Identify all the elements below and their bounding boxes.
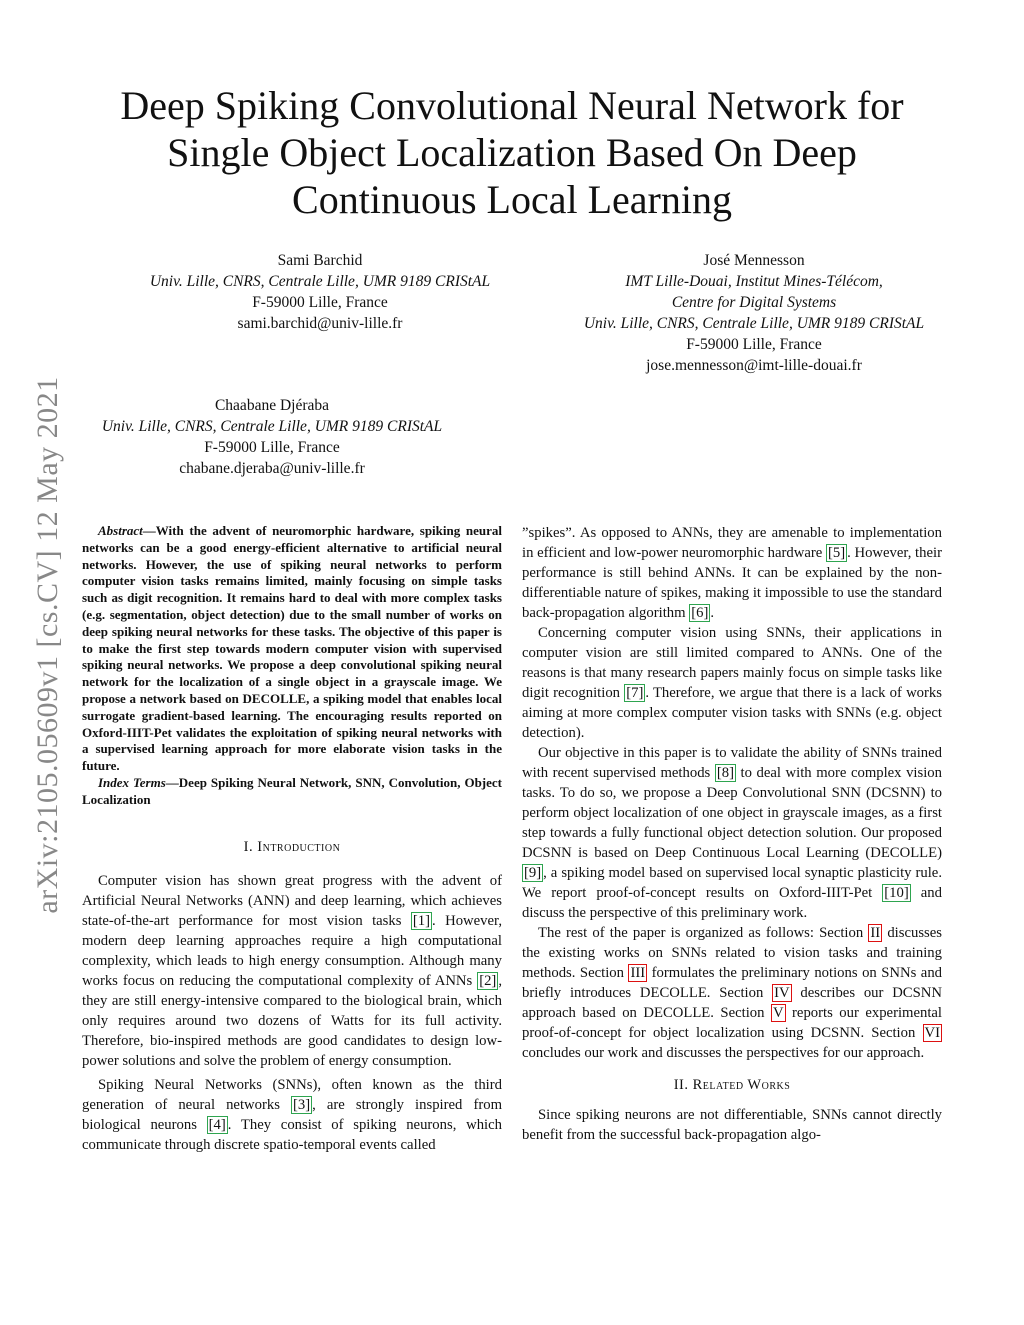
citation-link[interactable]: [5] [827, 545, 846, 561]
author-address: F-59000 Lille, France [686, 336, 822, 353]
author-affiliation: Univ. Lille, CNRS, Centrale Lille, UMR 9189 CRIStAL [149, 273, 491, 290]
section-heading-related-works: II. Related Works [673, 1077, 791, 1093]
citation-link[interactable]: [3] [293, 1096, 311, 1113]
author-address: F-59000 Lille, France [252, 294, 388, 311]
paragraph: Concerning computer vision using SNNs, their applications in computer vision are still limited compared to ANNs. One of the reasons is that many research papers mainly focus on simple tasks like digit recognition [7] . Therefore, we argue that there is a lack of works aiming at more complex computer vision tasks with SNNs (e.g. object detection). [522, 625, 942, 741]
abstract: Abstract—With the advent of neuromorphic hardware, spiking neural networks can be a good energy-efficient alternative to artificial neural networks. However, the use of spiking neural networks to perform computer vision tasks remains limited, mainly focusing on simple tasks such as digit recognition. It remains hard to deal with more complex tasks (e.g. segmentation, object detection) due to the small number of works on deep spiking neural networks for these tasks. The objective of this paper is to make the first step towards modern computer vision with supervised spiking neural networks. We propose a deep convolutional spiking neural network for the localization of a single object in a grayscale image. We propose a network based on DECOLLE, a spiking model that enables local surrogate gradient-based learning. The encouraging results reported on Oxford-IIIT-Pet validates the exploitation of spiking neural networks with a supervised learning approach for more elaborate vision tasks in the future. [82, 523, 502, 774]
right-column [522, 523, 942, 1145]
paragraph: Spiking Neural Networks (SNNs), often known as the third generation of neural networks [3] , are strongly inspired from biological neurons [4] . They consist of spiking neurons, which communicate through discrete spatio-temporal events called [82, 1076, 502, 1153]
title-line: Deep Spiking Convolutional Neural Network for [120, 83, 904, 128]
citation-link[interactable]: [9] [524, 865, 542, 881]
index-terms: Index Terms—Deep Spiking Neural Network, SNN, Convolution, Object Localization [82, 774, 502, 807]
left-column [82, 523, 502, 1155]
author-affiliation: Univ. Lille, CNRS, Centrale Lille, UMR 9189 CRIStAL [101, 418, 443, 435]
section-heading-introduction: I. Introduction [243, 838, 341, 855]
citation-link[interactable]: [7] [626, 685, 644, 701]
author-block-1 [120, 250, 520, 334]
author-block-2 [554, 250, 954, 376]
section-link[interactable]: VI [924, 1025, 940, 1041]
arxiv-identifier: arXiv:2105.05609v1 [cs.CV] 12 May 2021 [31, 376, 64, 914]
citation-link[interactable]: [1] [412, 912, 431, 929]
citation-link[interactable]: [2] [479, 972, 497, 989]
author-email: sami.barchid@univ-lille.fr [237, 315, 403, 332]
paper-title [80, 82, 944, 223]
author-email: chabane.djeraba@univ-lille.fr [179, 460, 365, 477]
author-email: jose.mennesson@imt-lille-douai.fr [646, 357, 862, 374]
paragraph: Our objective in this paper is to validate the ability of SNNs trained with recent supervised methods [8] to deal with more complex vision tasks. To do so, we propose a Deep Convolutional SNN (DCSNN) to perform object localization of one object in grayscale images, as a first step towards a fully functional object detection solution. Our proposed DCSNN is based on Deep Continuous Local Learning (DECOLLE) [9] , a spiking model based on supervised local synaptic plasticity rule. We report proof-of-concept results on Oxford-IIIT-Pet [10] and discuss the perspective of this preliminary work. [522, 745, 942, 921]
author-name: Chaabane Djéraba [214, 397, 330, 414]
author-affiliation: Centre for Digital Systems [671, 294, 837, 311]
author-address: F-59000 Lille, France [204, 439, 340, 456]
author-block-3 [72, 395, 472, 479]
paragraph: Computer vision has shown great progress with the advent of Artificial Neural Networks (ANN) and deep learning, which achieves state-of-the-art performance for most vision tasks [1] . However, modern deep learning approaches require a high computational complexity, which leads to high energy consumption. Although many works focus on reducing the computational complexity of ANNs [2] , they are still energy-intensive compared to the biological brain, which only requires around two dozens of Watts for its full activity. Therefore, bio-inspired methods are good candidates to design low-power solutions and solve the problem of energy consumption. [82, 872, 503, 1069]
title-line: Single Object Localization Based On Deep [167, 130, 857, 175]
section-link[interactable]: V [772, 1005, 784, 1021]
citation-link[interactable]: [10] [884, 885, 909, 901]
citation-link[interactable]: [8] [716, 765, 734, 781]
section-link[interactable]: III [630, 965, 646, 981]
author-affiliation: Univ. Lille, CNRS, Centrale Lille, UMR 9189 CRIStAL [583, 315, 925, 332]
section-link[interactable]: II [870, 925, 881, 941]
author-affiliation: IMT Lille-Douai, Institut Mines-Télécom, [625, 273, 883, 290]
author-name: José Mennesson [703, 252, 805, 269]
citation-link[interactable]: [6] [691, 605, 709, 621]
citation-link[interactable]: [4] [208, 1116, 226, 1133]
author-name: Sami Barchid [277, 252, 363, 269]
paragraph: The rest of the paper is organized as follows: Section II discusses the existing works on SNNs related to vision tasks and training methods. Section III formulates the preliminary notions on SNNs and briefly introduces DECOLLE. Section IV describes our DCSNN approach based on DECOLLE. Section V reports our experimental proof-of-concept for object localization using DCSNN. Section VI concludes our work and discusses the perspectives for our approach. [522, 925, 943, 1061]
paragraph: Since spiking neurons are not differentiable, SNNs cannot directly benefit from the successful back-propagation algo- [522, 1107, 942, 1143]
section-link[interactable]: IV [774, 985, 790, 1001]
title-line: Continuous Local Learning [292, 177, 732, 222]
paragraph: ”spikes”. As opposed to ANNs, they are amenable to implementation in efficient and low-power neuromorphic hardware [5] . However, their performance is still behind ANNs. It can be explained by the non-differentiable nature of spikes, making it impossible to use the standard back-propagation algorithm [6] . [522, 525, 942, 621]
